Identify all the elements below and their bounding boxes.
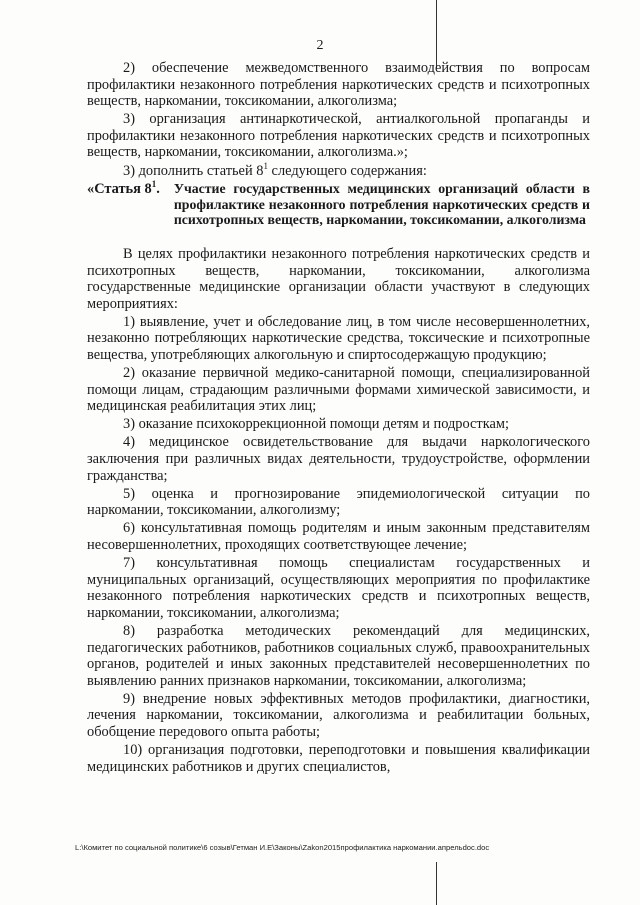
paragraph: 3) организация антинаркотической, антиалкогольной пропаганды и профилактики незаконного потребления наркотических средств и психотропных веществ, наркомании, токсикомании, алкоголизма.»; <box>87 111 590 161</box>
list-item: 5) оценка и прогнозирование эпидемиологической ситуации по наркомании, токсикомании, алкоголизму; <box>87 485 590 519</box>
scan-artifact-line <box>436 862 437 905</box>
article-heading <box>87 181 590 228</box>
article-title: Участие государственных медицинских организаций области в профилактике незаконного потребления наркотических средств и психотропных веществ, наркомании, токсикомании, алкоголизма <box>173 181 590 228</box>
list-item: 1) выявление, учет и обследование лиц, в том числе несовершеннолетних, незаконно потребляющих наркотические средства, токсические и психотропные вещества, употребляющих алкогольную и спиртосодержащую продукцию; <box>87 313 590 363</box>
list-item: 4) медицинское освидетельствование для выдачи наркологического заключения при различных видах деятельности, трудоустройстве, оформлении гражданства; <box>87 434 590 484</box>
add-article-paragraph <box>87 160 590 180</box>
paragraph: 2) обеспечение межведомственного взаимодействия по вопросам профилактики незаконного потребления наркотических средств и психотропных веществ, наркомании, токсикомании, алкоголизма; <box>87 60 590 110</box>
list-item: 6) консультативная помощь родителям и иным законным представителям несовершеннолетних, проходящих соответствующее лечение; <box>87 520 590 554</box>
list-item: 10) организация подготовки, переподготовки и повышения квалификации медицинских работников и других специалистов, <box>87 742 590 775</box>
file-path-footer: L:\Комитет по социальной политике\6 созыв\Гетман И.Е\Законы\Zakon2015профилактика наркомании.апрельdoc.doc <box>75 843 490 852</box>
add-article-text: 3) дополнить статьей 8 <box>123 162 264 179</box>
intro-paragraph: В целях профилактики незаконного потребления наркотических средств и психотропных веществ, наркомании, токсикомании, алкоголизма государственные медицинские организации области участвуют в следующих мероприятиях: <box>87 245 590 312</box>
list-item: 3) оказание психокоррекционной помощи детям и подросткам; <box>123 416 509 433</box>
scan-artifact-line <box>436 0 437 68</box>
article-label-suffix: . <box>156 181 160 198</box>
article-label-text: «Статья 8 <box>87 181 152 198</box>
list-item: 9) внедрение новых эффективных методов профилактики, диагностики, лечения наркомании, токсикомании, алкоголизма и реабилитации больных, обобщение передового опыта работы; <box>87 690 590 741</box>
page-number: 2 <box>316 38 324 53</box>
add-article-suffix: следующего содержания: <box>267 162 427 179</box>
list-item: 8) разработка методических рекомендаций для медицинских, педагогических работников, работников социальных служб, правоохранительных органов, родителей и иных законных представителей несовершеннолетних по выявлению ранних признаков наркомании, токсикомании, алкоголизма; <box>87 623 590 689</box>
document-body <box>87 60 590 777</box>
list-item: 7) консультативная помощь специалистам государственных и муниципальных организаций, осуществляющих мероприятия по профилактике незаконного потребления наркотических средств и психотропных веществ, наркомании, токсикомании, алкоголизма; <box>87 555 590 621</box>
article-label <box>87 181 174 228</box>
add-article-sup: 1 <box>263 160 268 171</box>
list-item: 2) оказание первичной медико-санитарной помощи, специализированной помощи лицам, страдающим различными формами химической зависимости, и медицинская реабилитация этих лиц; <box>87 365 590 415</box>
article-label-sup: 1 <box>151 179 157 190</box>
